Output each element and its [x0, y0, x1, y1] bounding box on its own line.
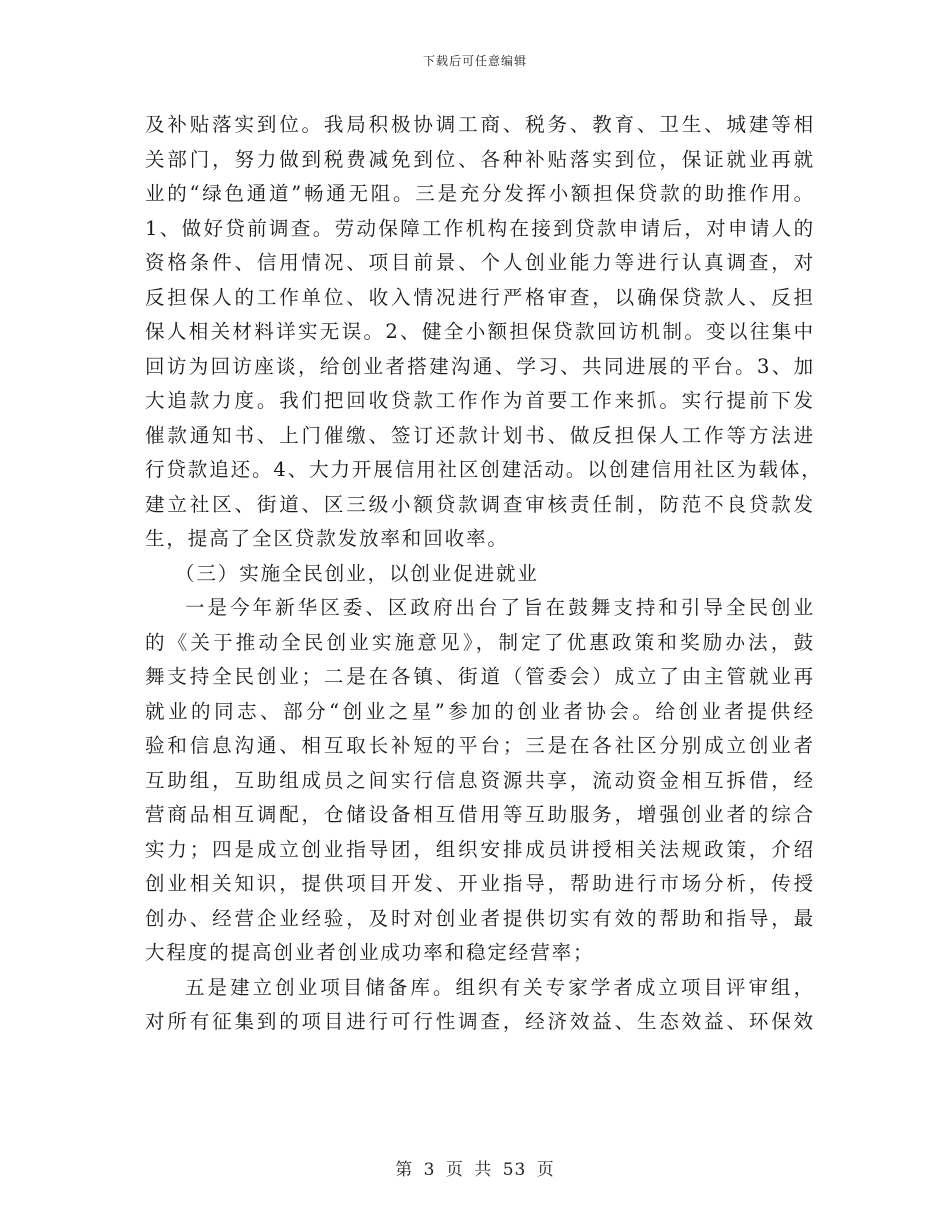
paragraph-line: 就业的同志、部分“创业之星”参加的创业者协会。给创业者提供经 — [145, 699, 815, 723]
paragraph-line: 创办、经营企业经验，及时对创业者提供切实有效的帮助和指导，最 — [145, 906, 815, 930]
paragraph-line: 大追款力度。我们把回收贷款工作作为首要工作来抓。实行提前下发 — [145, 389, 815, 412]
paragraph-line: 催款通知书、上门催缴、签订还款计划书、做反担保人工作等方法进 — [145, 423, 815, 447]
paragraph-line: 业的“绿色通道”畅通无阻。三是充分发挥小额担保贷款的助推作用。 — [145, 182, 815, 205]
paragraph-line: 建立社区、街道、区三级小额贷款调查审核责任制，防范不良贷款发 — [145, 492, 815, 516]
paragraph-line: 资格条件、信用情况、项目前景、个人创业能力等进行认真调查，对 — [145, 251, 815, 274]
paragraph-line: 创业相关知识，提供项目开发、开业指导，帮助进行市场分析，传授 — [145, 872, 815, 895]
page-number-footer: 第 3 页 共 53 页 — [395, 1160, 555, 1180]
document-body — [145, 108, 823, 1040]
paragraph-line: 反担保人的工作单位、收入情况进行严格审查，以确保贷款人、反担 — [145, 285, 815, 309]
paragraph-line: 1、做好贷前调查。劳动保障工作机构在接到贷款申请后，对申请人的 — [145, 216, 815, 240]
paragraph-line: 对所有征集到的项目进行可行性调查，经济效益、生态效益、环保效 — [145, 1010, 815, 1033]
section-heading: （三）实施全民创业，以创业促进就业 — [175, 561, 539, 585]
paragraph-line: 验和信息沟通、相互取长补短的平台；三是在各社区分别成立创业者 — [145, 734, 815, 757]
paragraph-line: 互助组，互助组成员之间实行信息资源共享，流动资金相互拆借，经 — [145, 768, 815, 792]
paragraph-line: 生，提高了全区贷款发放率和回收率。 — [145, 527, 509, 550]
paragraph-line: 大程度的提高创业者创业成功率和稳定经营率； — [145, 941, 595, 964]
page-header: 下载后可任意编辑 — [422, 54, 527, 68]
paragraph-line: 回访为回访座谈，给创业者搭建沟通、学习、共同进展的平台。3、加 — [145, 354, 815, 378]
paragraph-line: 舞支持全民创业；二是在各镇、街道（管委会）成立了由主管就业再 — [145, 665, 815, 688]
paragraph-line: 实力；四是成立创业指导团，组织安排成员讲授相关法规政策，介绍 — [145, 837, 815, 861]
paragraph-line: 关部门，努力做到税费减免到位、各种补贴落实到位，保证就业再就 — [145, 147, 815, 171]
paragraph-line: 的《关于推动全民创业实施意见》，制定了优惠政策和奖励办法，鼓 — [145, 630, 815, 654]
paragraph-line: 一是今年新华区委、区政府出台了旨在鼓舞支持和引导全民创业 — [185, 596, 815, 619]
paragraph-line: 营商品相互调配，仓储设备相互借用等互助服务，增强创业者的综合 — [145, 803, 815, 826]
paragraph-line: 保人相关材料详实无误。2、健全小额担保贷款回访机制。变以往集中 — [145, 320, 815, 343]
paragraph-line: 五是建立创业项目储备库。组织有关专家学者成立项目评审组， — [185, 975, 815, 999]
paragraph-line: 及补贴落实到位。我局积极协调工商、税务、教育、卫生、城建等相 — [145, 113, 815, 136]
paragraph-line: 行贷款追还。4、大力开展信用社区创建活动。以创建信用社区为载体， — [145, 458, 823, 481]
